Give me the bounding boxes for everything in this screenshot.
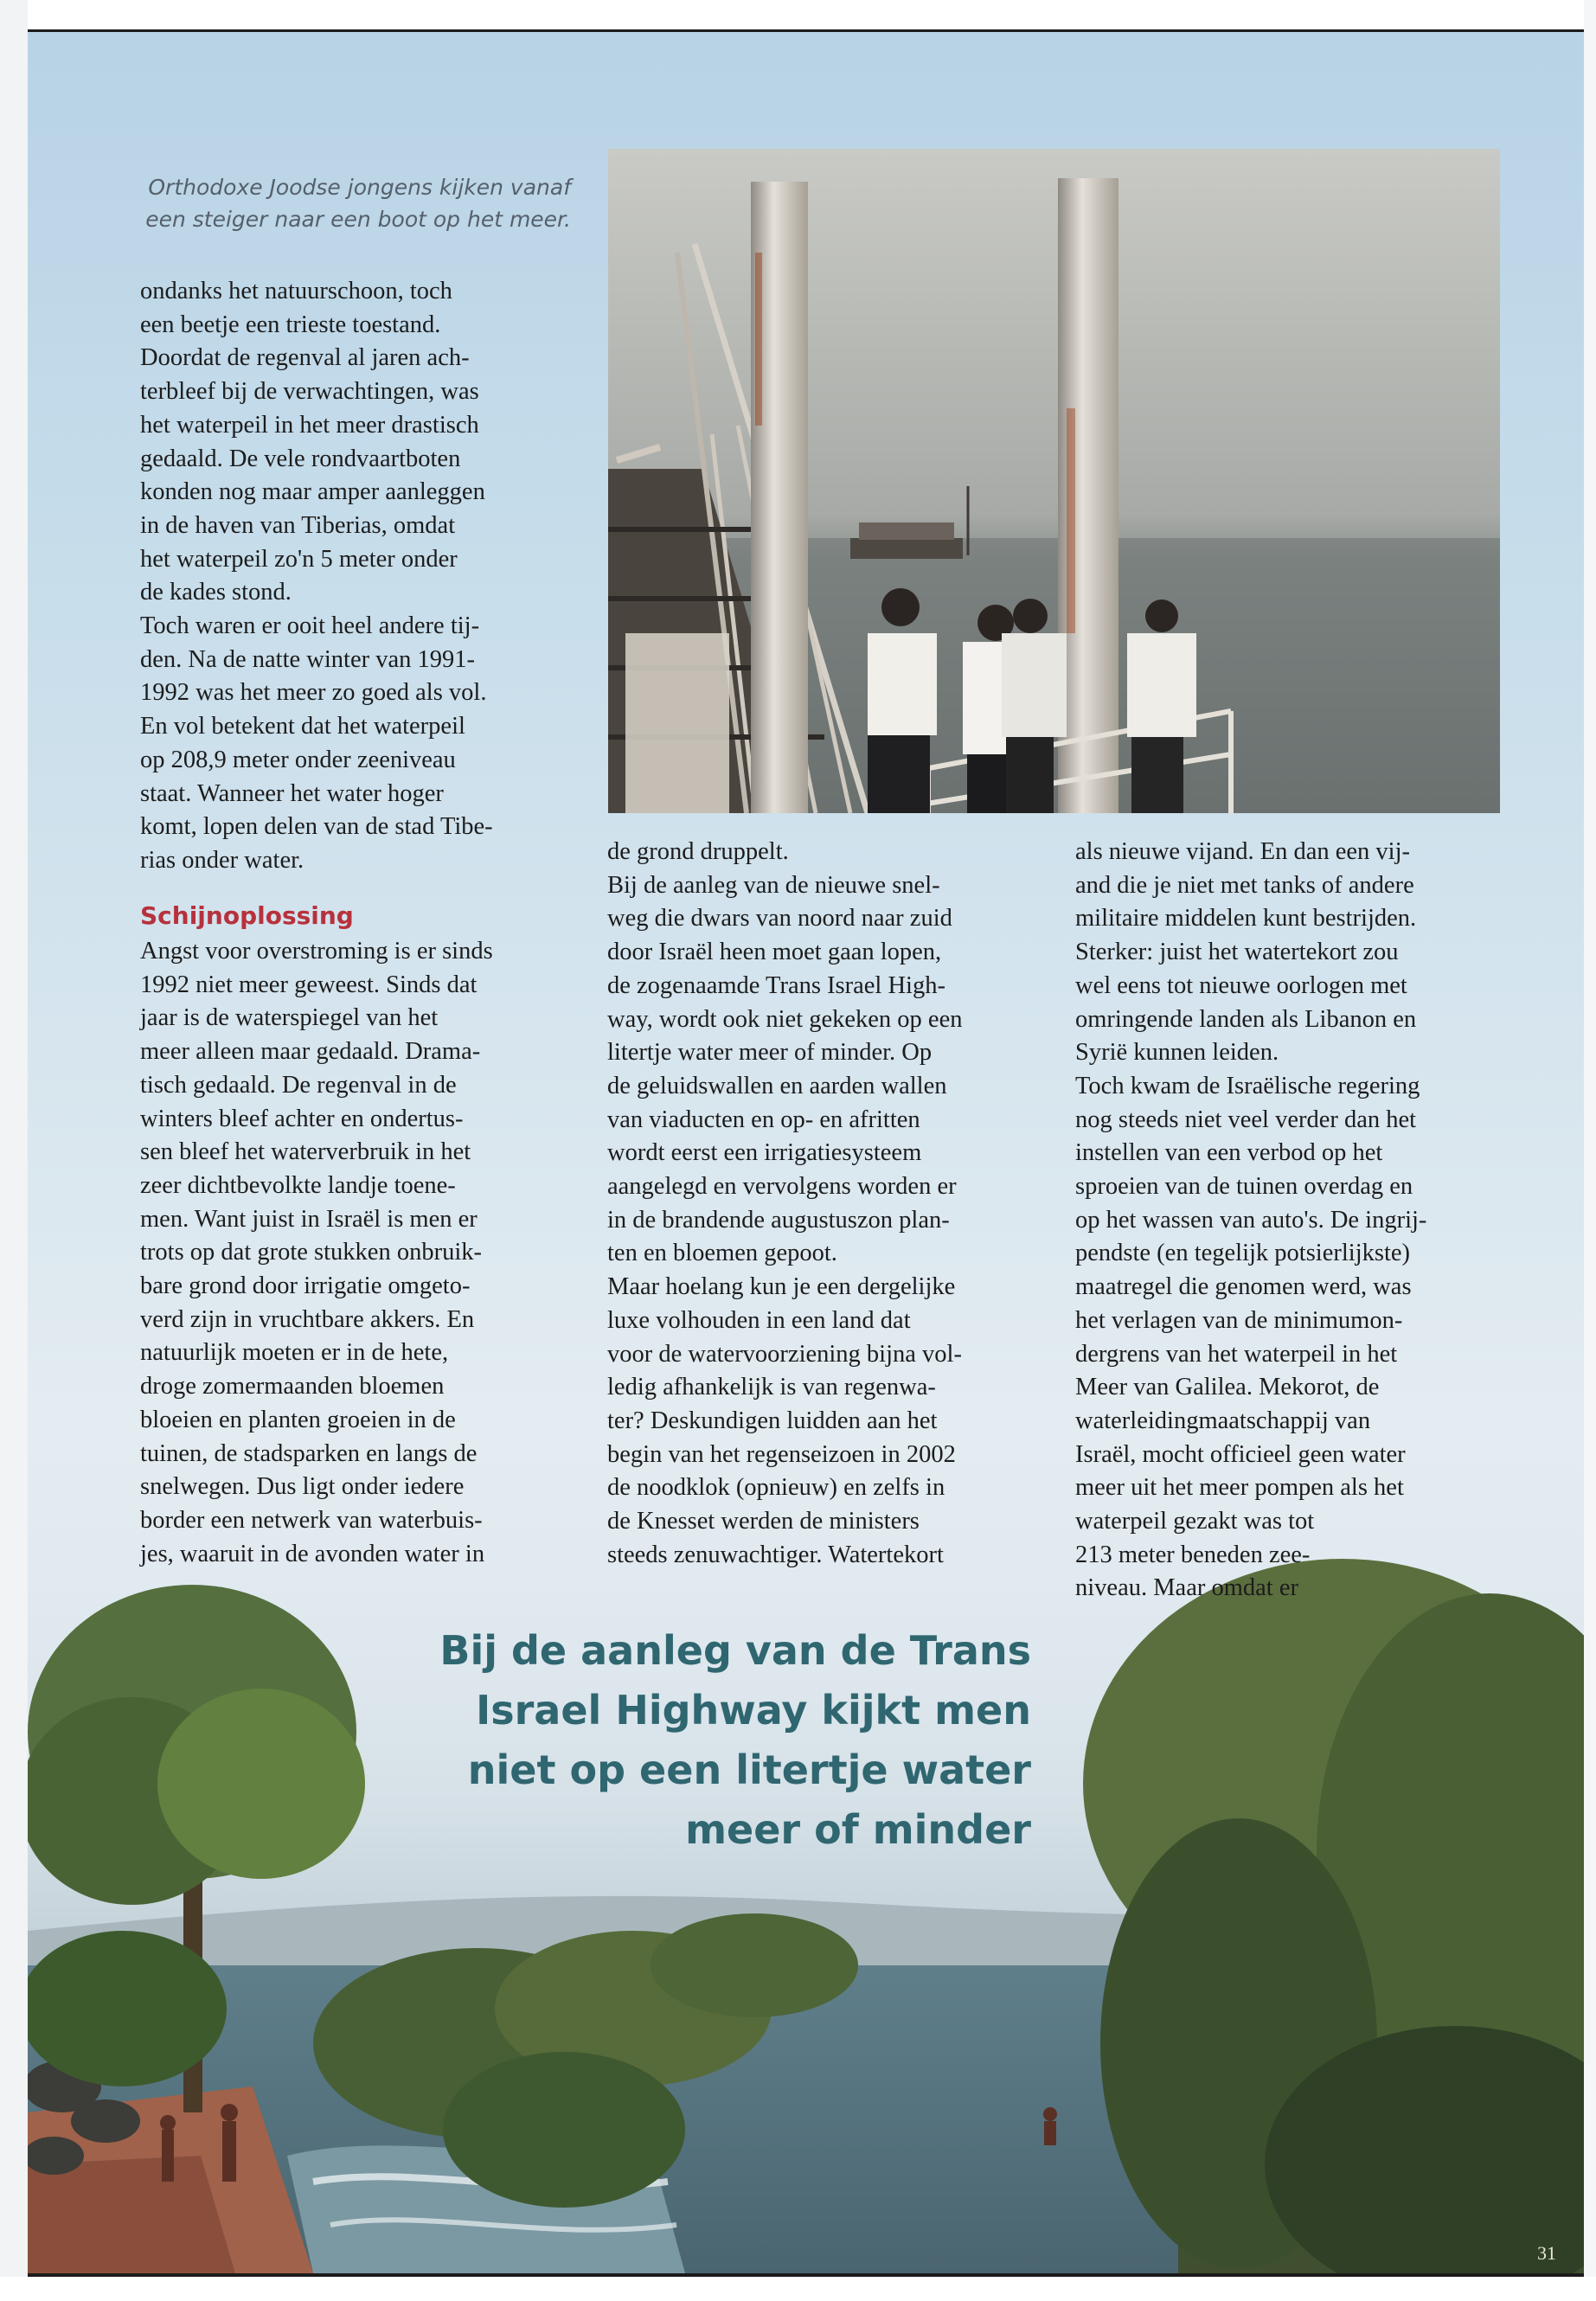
page-number: 31 — [1537, 2242, 1556, 2264]
article-text-column-1-body: Angst voor overstroming is er sinds 1992 niet meer geweest. Sinds dat jaar is de waterspiegel van het meer alleen maar gedaald. Drama- tisch gedaald. De regenval in de winters bleef achter en ondertus- sen bleef het waterverbruik in het zeer dichtbevolkte landje toene- men. Want juist in Israël is men er trots op dat grote stukken onbruik- bare grond door irrigatie omgeto- verd zijn in vruchtbare akkers. En natuurlijk moeten er in de hete, droge zomermaanden bloemen bloeien en planten groeien in de tuinen, de stadsparken en langs de snelwegen. Dus ligt onder iedere border een netwerk van waterbuis- jes, waaruit in de avonden water in — [140, 938, 493, 1567]
scan-margin-bottom — [0, 2277, 1596, 2301]
article-text-column-3: als nieuwe vijand. En dan een vij- and die je niet met tanks of andere militaire middelen kunt bestrijden. Sterker: juist het watertekort zou wel eens tot nieuwe oorlogen met omringende landen als Libanon en Syrië kunnen leiden. Toch kwam de Israëlische regering nog steeds niet veel verder dan het instellen van een verbod op het sproeien van de tuinen overdag en op het wassen van auto's. De ingrij- pendste (en tegelijk potsierlijkste) maatregel die genomen werd, was het verlagen van de minimumon- dergrens van het waterpeil in het Meer van Galilea. Mekorot, de waterleidingmaatschappij van Israël, mocht officieel geen water meer uit het meer pompen als het waterpeil gezakt was tot 213 meter beneden zee- niveau. Maar omdat er — [1075, 838, 1427, 1602]
photo-pier-boat — [608, 149, 1500, 813]
article-text-column-2: de grond druppelt. Bij de aanleg van de nieuwe snel- weg die dwars van noord naar zuid door Israël heen moet gaan lopen, de zogenaamde Trans Israel High- way, wordt ook niet gekeken op een litertje water meer of minder. Op de geluidswallen en aarden wallen van viaducten en op- en afritten wordt eerst een irrigatiesysteem aangelegd en vervolgens worden er in de brandende augustuszon plan- ten en bloemen gepoot. Maar hoelang kun je een dergelijke luxe volhouden in een land dat voor de watervoorziening bijna vol- ledig afhankelijk is van regenwa- ter? Deskundigen luidden aan het begin van het regenseizoen in 2002 de noodklok (opnieuw) en zelfs in de Knesset werden de ministers steeds zenuwachtiger. Watertekort — [607, 838, 963, 1568]
photo-caption: Orthodoxe Joodse jongens kijken vanaf een steiger naar een boot op het meer. — [145, 175, 571, 232]
section-subheading: Schijnoplossing — [140, 901, 354, 930]
scan-margin-top — [0, 0, 1596, 29]
scan-margin-left — [0, 0, 28, 2301]
page-border-top — [28, 29, 1584, 32]
right-trees — [1083, 1559, 1584, 2273]
article-text-column-1-intro: ondanks het natuurschoon, toch een beetje een trieste toestand. Doordat de regenval al jaren ach- terbleef bij de verwachtingen, was het waterpeil in het meer drastisch gedaald. De vele rondvaartboten konden nog maar amper aanleggen in de haven van Tiberias, omdat het waterpeil zo'n 5 meter onder de kades stond. Toch waren er ooit heel andere tij- den. Na de natte winter van 1991- 1992 was het meer zo goed als vol. En vol betekent dat het waterpeil op 208,9 meter onder zeeniveau staat. Wanneer het water hoger komt, lopen delen van de stad Tibe- rias onder water. — [140, 278, 493, 874]
scan-margin-right — [1584, 0, 1596, 2301]
pull-quote: Bij de aanleg van de Trans Israel Highway kijkt men niet op een litertje water meer of minder — [439, 1627, 1031, 1853]
